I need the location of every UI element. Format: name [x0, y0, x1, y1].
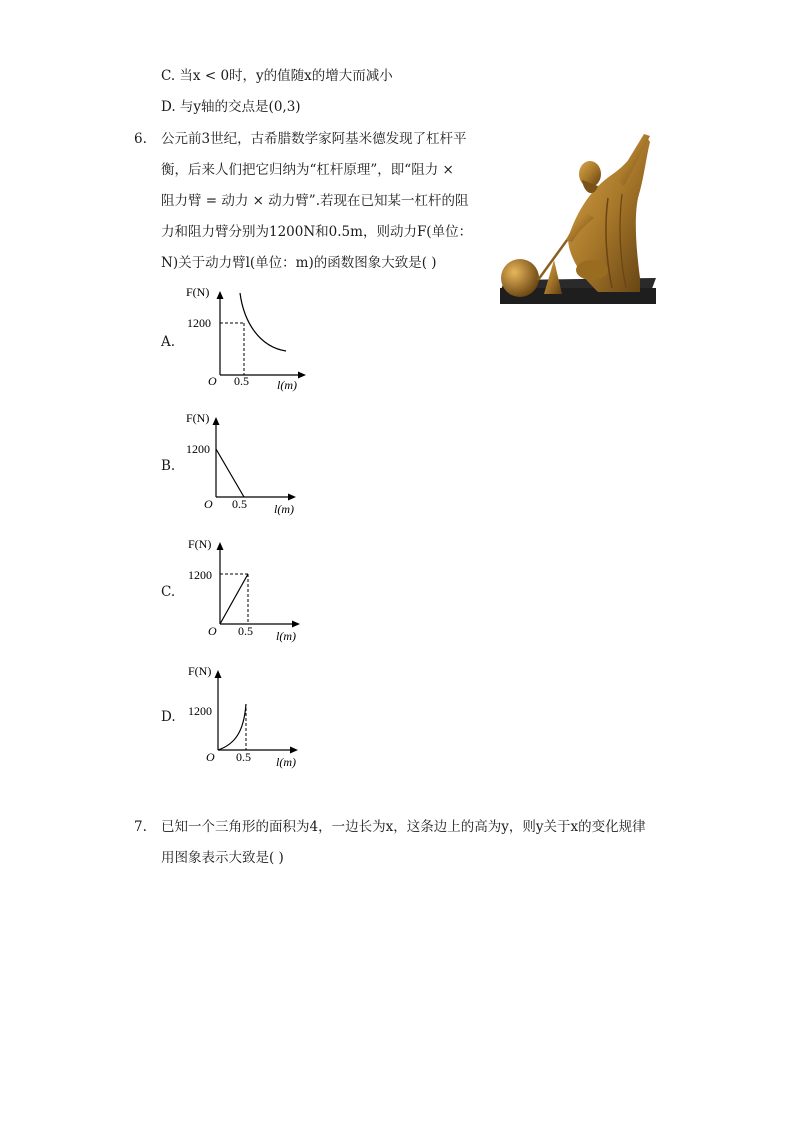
option-a-x-axis-label: l(m) — [277, 378, 297, 392]
option-c-graph — [180, 534, 310, 646]
option-d-graph — [180, 660, 310, 772]
question-7-line-2: 用图象表示大致是( ) — [161, 850, 284, 866]
option-c-x-tick: 0.5 — [238, 624, 253, 638]
option-a-graph — [180, 283, 310, 395]
option-b-label[interactable]: B. — [161, 458, 176, 474]
option-c-x-axis-label: l(m) — [276, 629, 296, 643]
archimedes-statue-image — [498, 128, 658, 306]
option-c-y-tick: 1200 — [188, 568, 212, 582]
option-a-y-tick: 1200 — [187, 316, 211, 330]
question-7-line-1: 已知一个三角形的面积为4，一边长为x，这条边上的高为y，则y关于x的变化规律 — [161, 819, 646, 835]
question-6-line-4: 力和阻力臂分别为1200N和0.5m，则动力F(单位： — [161, 224, 473, 240]
option-a-x-tick: 0.5 — [234, 374, 249, 388]
option-b-x-axis-label: l(m) — [274, 502, 294, 516]
option-a-label[interactable]: A. — [161, 334, 176, 350]
prev-option-d: D. 与y轴的交点是(0,3) — [161, 99, 301, 115]
option-d-y-axis-label: F(N) — [188, 664, 212, 678]
option-a-origin: O — [208, 374, 217, 388]
option-b-graph — [178, 407, 308, 519]
option-d-y-tick: 1200 — [188, 704, 212, 718]
option-d-origin: O — [206, 750, 215, 764]
option-b-origin: O — [204, 497, 213, 511]
option-c-y-axis-label: F(N) — [188, 537, 212, 551]
option-d-x-tick: 0.5 — [236, 750, 251, 764]
question-6-line-3: 阻力臂 = 动力 × 动力臂”.若现在已知某一杠杆的阻 — [161, 193, 469, 209]
question-7-number: 7. — [134, 819, 147, 835]
option-c-label[interactable]: C. — [161, 584, 176, 600]
option-d-x-axis-label: l(m) — [276, 755, 296, 769]
option-c-origin: O — [208, 624, 217, 638]
option-b-x-tick: 0.5 — [232, 497, 247, 511]
question-6-line-5: N)关于动力臂l(单位：m)的函数图象大致是( ) — [161, 255, 437, 271]
option-d-label[interactable]: D. — [161, 709, 176, 725]
option-b-y-axis-label: F(N) — [186, 411, 210, 425]
question-6-line-2: 衡，后来人们把它归纳为“杠杆原理”，即“阻力 × — [161, 162, 454, 178]
prev-option-c: C. 当x < 0时，y的值随x的增大而减小 — [161, 68, 393, 84]
option-b-y-tick: 1200 — [186, 442, 210, 456]
question-6-number: 6. — [134, 131, 147, 147]
option-a-y-axis-label: F(N) — [186, 285, 210, 299]
question-6-line-1: 公元前3世纪，古希腊数学家阿基米德发现了杠杆平 — [161, 131, 467, 147]
